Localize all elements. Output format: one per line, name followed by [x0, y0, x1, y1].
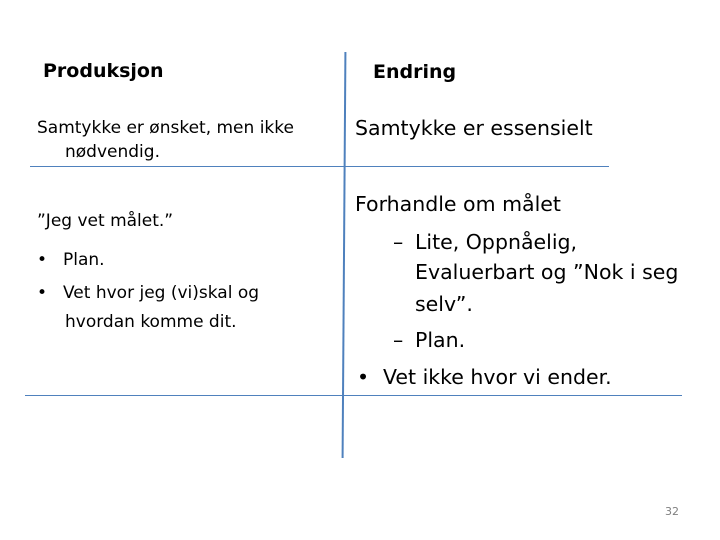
left-bullet-2-text: Vet hvor jeg (vi)skal og	[63, 283, 260, 303]
header-endring: Endring	[373, 61, 457, 83]
right-sub-2	[393, 328, 465, 352]
right-sub-2-text: Plan.	[415, 328, 466, 352]
right-sub-1-cont-b: selv”.	[415, 292, 473, 316]
right-sub-1-text: Lite, Oppnåelig,	[415, 230, 578, 254]
bullet-marker: •	[37, 250, 48, 270]
left-quote: ”Jeg vet målet.”	[37, 211, 174, 231]
left-bullet-1-text: Plan.	[63, 250, 105, 270]
page-number: 32	[665, 505, 679, 518]
right-sub-1-cont-a: Evaluerbart og ”Nok i seg	[415, 260, 679, 284]
right-negotiate: Forhandle om målet	[355, 192, 561, 216]
dash-marker: –	[393, 230, 404, 254]
left-bullet-1	[37, 250, 105, 271]
right-bullet-text: Vet ikke hvor vi ender.	[383, 365, 612, 389]
vertical-divider	[342, 52, 347, 458]
left-top-line1: Samtykke er ønsket, men ikke	[37, 118, 294, 138]
horizontal-divider-top	[30, 166, 609, 167]
left-bullet-2-cont: hvordan komme dit.	[65, 312, 237, 332]
header-produksjon: Produksjon	[43, 60, 164, 82]
bullet-marker: •	[37, 283, 48, 303]
horizontal-divider-bottom	[25, 395, 682, 396]
dash-marker: –	[393, 328, 404, 352]
bullet-marker: •	[357, 365, 370, 389]
left-bullet-2	[37, 283, 259, 304]
right-bullet	[357, 365, 612, 389]
right-sub-1	[393, 230, 577, 254]
right-top: Samtykke er essensielt	[355, 116, 593, 140]
left-top-line2: nødvendig.	[65, 142, 160, 162]
